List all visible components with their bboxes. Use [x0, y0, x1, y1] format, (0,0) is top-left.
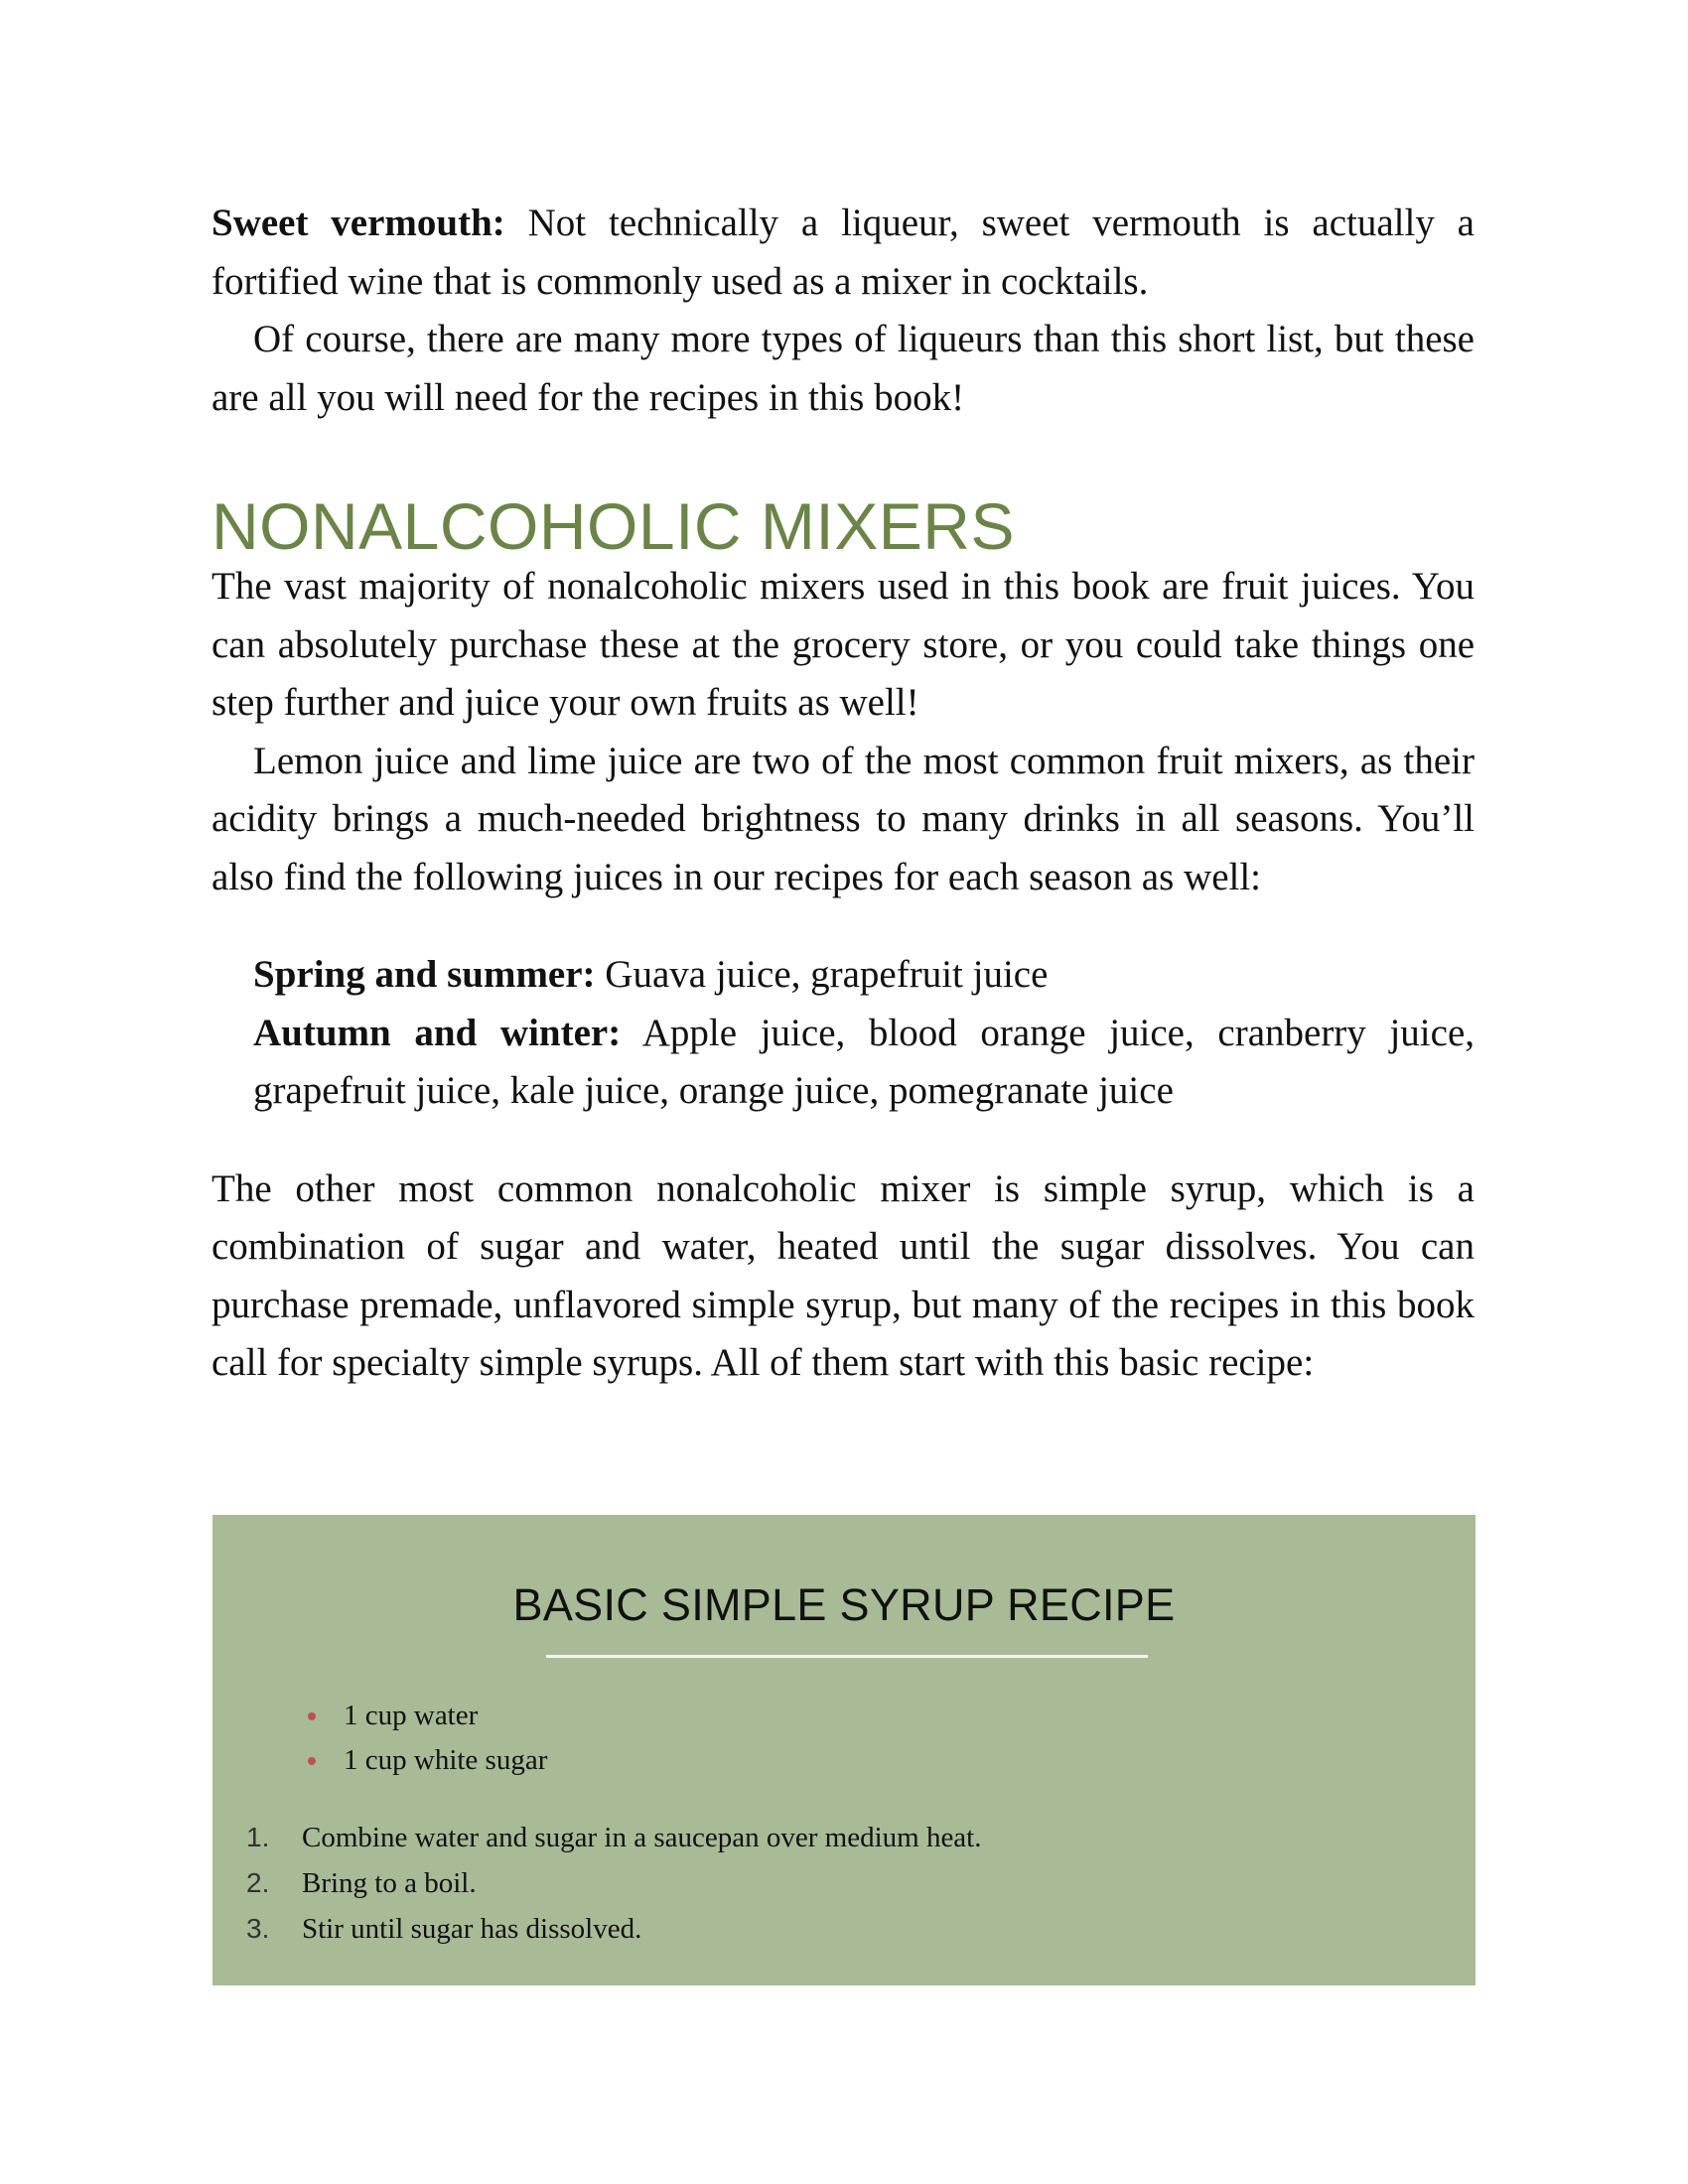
list-item — [308, 1738, 547, 1783]
list-item — [246, 1860, 982, 1906]
recipe-title-divider — [546, 1655, 1148, 1658]
intro-closing: Of course, there are many more types of liqueurs than this short list, but these are all you will need for the recipes in this book! — [211, 318, 1475, 419]
ingredient-text: 1 cup water — [344, 1700, 479, 1731]
recipe-title: BASIC SIMPLE SYRUP RECIPE — [512, 1579, 1176, 1630]
recipe-box — [212, 1515, 1476, 1985]
step-number: 1. — [246, 1822, 270, 1852]
list-item — [246, 1906, 982, 1952]
season-item-spring-summer — [253, 946, 1475, 1005]
season-text: Guava juice, grapefruit juice — [595, 953, 1049, 996]
season-juice-list — [211, 946, 1475, 1121]
step-number: 2. — [246, 1867, 270, 1898]
bullet-icon — [308, 1757, 316, 1765]
list-item — [246, 1815, 982, 1860]
step-text: Combine water and sugar in a saucepan over medium heat. — [302, 1822, 982, 1853]
season-term: Autumn and winter: — [253, 1011, 622, 1054]
step-text: Bring to a boil. — [302, 1867, 477, 1899]
intro-paragraph — [211, 195, 1475, 311]
ingredient-text: 1 cup white sugar — [344, 1744, 548, 1776]
season-term: Spring and summer: — [253, 953, 596, 996]
ingredient-list — [308, 1694, 547, 1783]
page-body — [211, 195, 1475, 1393]
section-paragraph-3: The other most common nonalcoholic mixer is simple syrup, which is a combination of sugar and water, heated until the sugar dissolves. You can purchase premade, unflavored simple syrup, but many of the recipes in this book call for specialty simple syrups. All of them start with this basic recipe: — [211, 1166, 1475, 1384]
step-number: 3. — [246, 1913, 270, 1944]
section-paragraph-1: The vast majority of nonalcoholic mixers used in this book are fruit juices. You can absolutely purchase these at the grocery store, or you could take things one step further and juice your own fruits as well! — [211, 565, 1475, 724]
bullet-icon — [308, 1712, 316, 1720]
section-paragraph-2: Lemon juice and lime juice are two of the most common fruit mixers, as their acidity brings a much-needed brightness to many drinks in all seasons. You’ll also find the following juices in our recipes for each season as well: — [211, 739, 1475, 898]
step-text: Stir until sugar has dissolved. — [302, 1913, 642, 1945]
list-item — [308, 1694, 547, 1738]
intro-term: Sweet vermouth: — [211, 202, 505, 244]
season-item-autumn-winter — [253, 1005, 1475, 1121]
season-text: Apple juice, blood orange juice, cranberry juice, grapefruit juice, kale juice, orange juice, pomegranate juice — [253, 1011, 1476, 1112]
step-list — [246, 1815, 982, 1952]
section-heading: NONALCOHOLIC MIXERS — [211, 489, 1015, 563]
intro-text: Not technically a liqueur, sweet vermouth is actually a fortified wine that is commonly used as a mixer in cocktails. — [211, 202, 1475, 303]
